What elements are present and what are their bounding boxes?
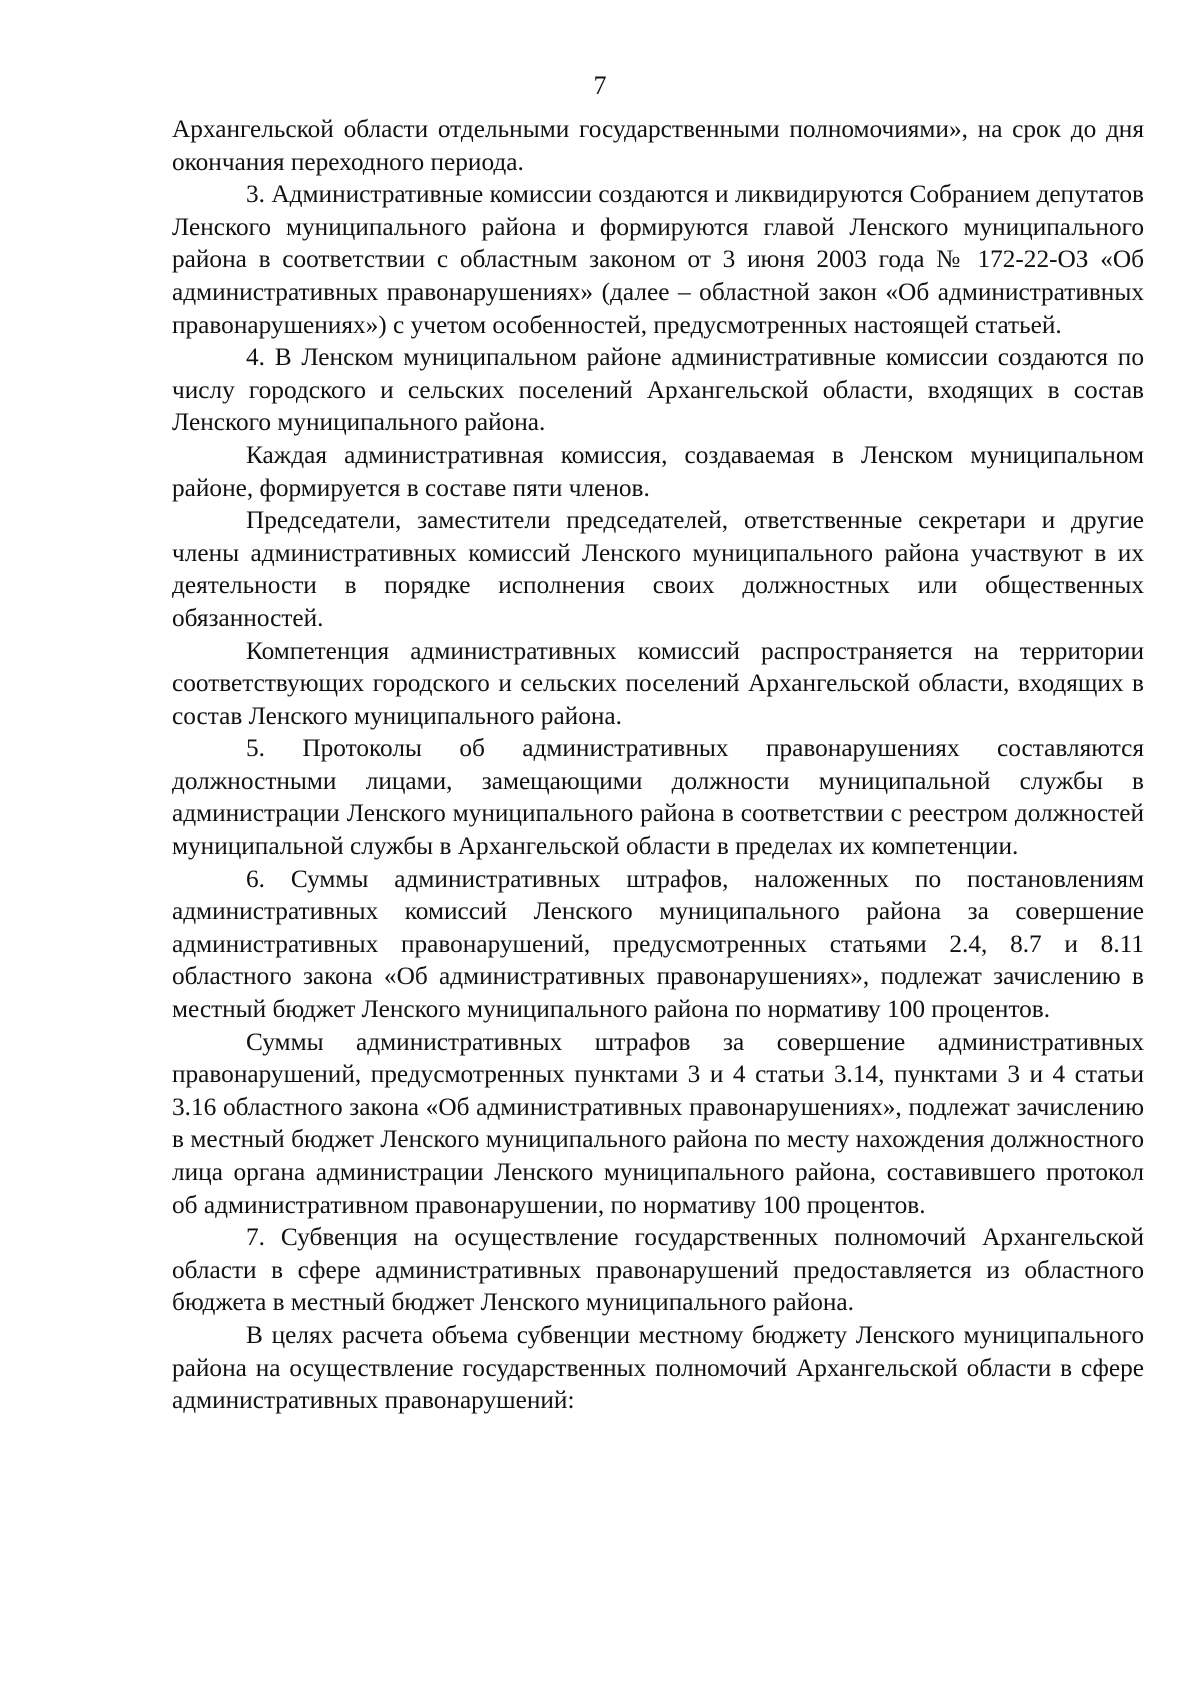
paragraph-continuation: Архангельской области отдельными государственными полномочиями», на срок до дня окончания переходного периода.: [172, 115, 1144, 176]
paragraph-item-4: 4. В Ленском муниципальном районе административные комиссии создаются по числу городского и сельских поселений Архангельской области, входящих в состав Ленского муниципального района.: [172, 343, 1144, 437]
paragraph-commission-composition: Каждая административная комиссия, создаваемая в Ленском муниципальном районе, формируется в составе пяти членов.: [172, 440, 1144, 502]
paragraph-item-6: 6. Суммы административных штрафов, наложенных по постановлениям административных комиссий Ленского муниципального района за совершение административных правонарушений, предусмотренных статьями 2.4, 8.7 и 8.11 областного закона «Об административных правонарушениях», подлежат зачислению в местный бюджет Ленского муниципального района по нормативу 100 процентов.: [172, 864, 1144, 1024]
paragraph-commission-competence: Компетенция административных комиссий распространяется на территории соответствующих городского и сельских поселений Архангельской области, входящих в состав Ленского муниципального района.: [172, 636, 1144, 730]
page-number: 7: [593, 71, 607, 100]
paragraph-item-3: 3. Административные комиссии создаются и ликвидируются Собранием депутатов Ленского муниципального района и формируются главой Ленского муниципального района в соответствии с областным законом от 3 июня 2003 года № 172-22-ОЗ «Об административных правонарушениях» (далее – областной закон «Об административных правонарушениях») с учетом особенностей, предусмотренных настоящей статьей.: [172, 180, 1144, 339]
paragraph-item-7: 7. Субвенция на осуществление государственных полномочий Архангельской области в сфере административных правонарушений предоставляется из областного бюджета в местный бюджет Ленского муниципального района.: [172, 1223, 1144, 1317]
paragraph-commission-members: Председатели, заместители председателей, ответственные секретари и другие члены административных комиссий Ленского муниципального района участвуют в их деятельности в порядке исполнения своих должностных или общественных обязанностей.: [172, 506, 1144, 632]
paragraph-item-5: 5. Протоколы об административных правонарушениях составляются должностными лицами, замещающими должности муниципальной службы в администрации Ленского муниципального района в соответствии с реестром должностей муниципальной службы в Архангельской области в пределах их компетенции.: [172, 734, 1144, 861]
paragraph-fines: Суммы административных штрафов за совершение административных правонарушений, предусмотренных пунктами 3 и 4 статьи 3.14, пунктами 3 и 4 статьи 3.16 областного закона «Об административных правонарушениях», подлежат зачислению в местный бюджет Ленского муниципального района по месту нахождения должностного лица органа администрации Ленского муниципального района, составившего протокол об административном правонарушении, по нормативу 100 процентов.: [172, 1027, 1144, 1219]
paragraph-subvention-calculation: В целях расчета объема субвенции местному бюджету Ленского муниципального района на осуществление государственных полномочий Архангельской области в сфере административных правонарушений:: [172, 1320, 1144, 1415]
document-body: [172, 113, 1144, 1417]
